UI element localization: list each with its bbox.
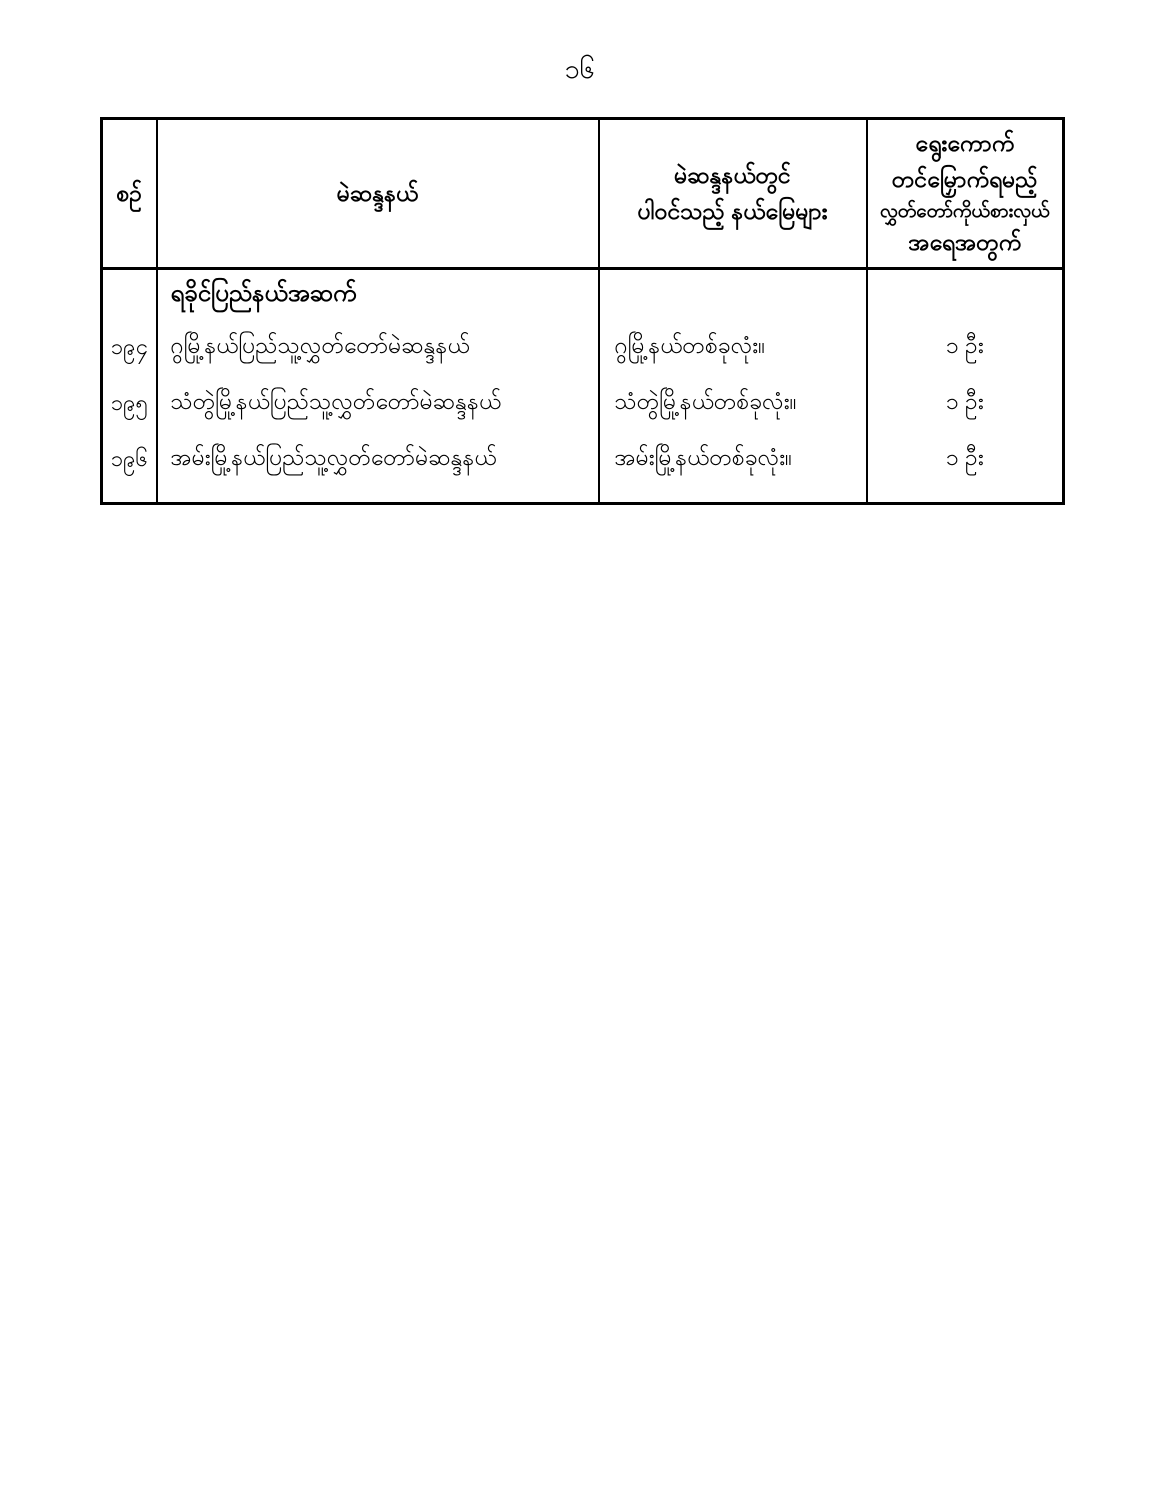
section-count-cell: [867, 269, 1064, 321]
page-number: ၁၆: [564, 54, 595, 84]
header-serial: စဉ်: [102, 119, 157, 269]
header-constituency: မဲဆန္ဒနယ်: [157, 119, 599, 269]
constituency-table: [100, 117, 1065, 505]
section-areas-cell: [599, 269, 867, 321]
section-serial-cell: [102, 269, 157, 321]
row-serial: ၁၉၄: [102, 320, 157, 376]
row-representative-count: ၁ ဦး: [867, 376, 1064, 432]
row-areas: သံတွဲမြို့နယ်တစ်ခုလုံး။: [599, 376, 867, 432]
row-representative-count: ၁ ဦး: [867, 432, 1064, 488]
section-header: ရခိုင်ပြည်နယ်အဆက်: [157, 269, 599, 321]
header-included-areas-line2: ပါဝင်သည့် နယ်မြေများ: [637, 197, 828, 224]
header-included-areas: [599, 119, 867, 269]
header-representative-count-line3: လွှတ်တော်ကိုယ်စားလှယ်: [879, 200, 1050, 222]
row-serial: ၁၉၅: [102, 376, 157, 432]
row-constituency: အမ်းမြို့နယ်ပြည်သူ့လွှတ်တော်မဲဆန္ဒနယ်: [157, 432, 599, 488]
header-included-areas-line1: မဲဆန္ဒနယ်တွင်: [674, 161, 791, 188]
row-constituency: ဂွမြို့နယ်ပြည်သူ့လွှတ်တော်မဲဆန္ဒနယ်: [157, 320, 599, 376]
row-representative-count: ၁ ဦး: [867, 320, 1064, 376]
table-header-row: [102, 119, 1064, 269]
document-page: [0, 0, 1159, 505]
row-serial: ၁၉၆: [102, 432, 157, 488]
header-representative-count-line4: အရေအတွက်: [908, 229, 1022, 256]
section-header-row: [102, 269, 1064, 321]
header-representative-count-line1: ရွေးကောက်: [915, 130, 1015, 157]
header-representative-count: [867, 119, 1064, 269]
header-representative-count-line2: တင်မြှောက်ရမည့်: [891, 166, 1038, 192]
table-bottom-spacer-row: [102, 488, 1064, 504]
table-row: [102, 432, 1064, 488]
row-areas: အမ်းမြို့နယ်တစ်ခုလုံး။: [599, 432, 867, 488]
row-areas: ဂွမြို့နယ်တစ်ခုလုံး။: [599, 320, 867, 376]
row-constituency: သံတွဲမြို့နယ်ပြည်သူ့လွှတ်တော်မဲဆန္ဒနယ်: [157, 376, 599, 432]
table-row: [102, 320, 1064, 376]
table-row: [102, 376, 1064, 432]
